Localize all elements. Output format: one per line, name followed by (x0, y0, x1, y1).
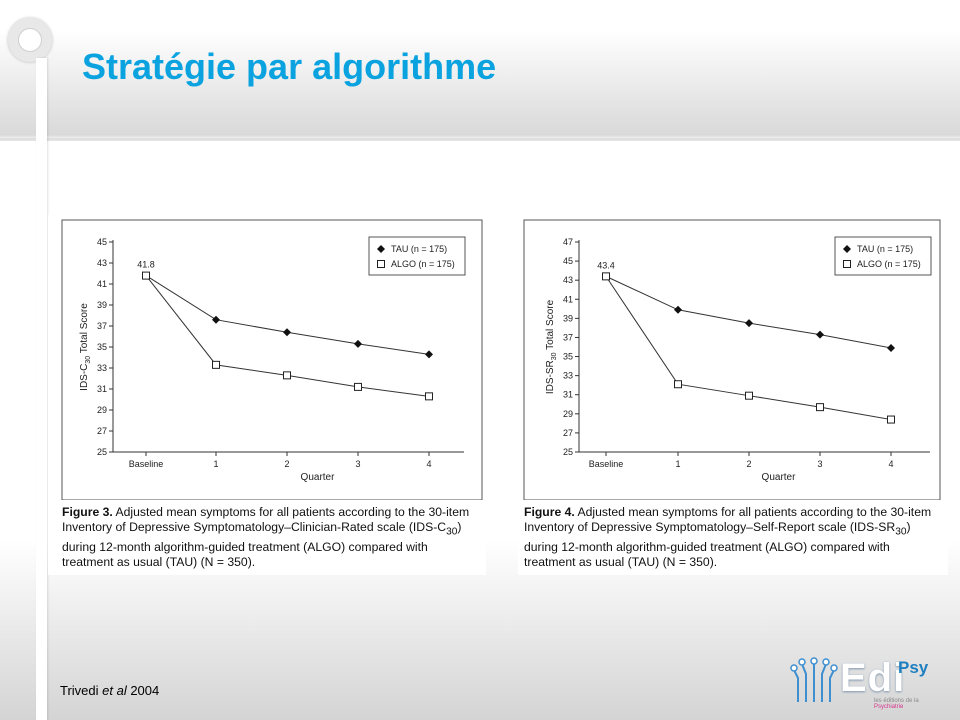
figure-4-algo-point (603, 273, 610, 280)
circuit-logo-icon (790, 654, 838, 710)
figure-4-y-tick-label: 39 (562, 313, 573, 324)
figure-3-y-tick-label: 37 (96, 321, 107, 331)
figure-3-y-tick-label: 41 (96, 279, 107, 289)
figure-4-y-tick-label: 25 (562, 447, 573, 457)
logo-text-main: Edi (840, 656, 906, 700)
figure-4-y-axis-label-rest: Total Score (545, 299, 556, 353)
header-band-shadow (0, 138, 960, 141)
decorative-vertical-bar (36, 58, 47, 720)
figure-4-legend-algo-marker (844, 261, 851, 268)
slide-title: Stratégie par algorithme (82, 46, 497, 87)
figure-4-x-axis-label: Quarter (761, 472, 796, 483)
figure-4-panel (518, 215, 948, 575)
figure-3-panel (48, 215, 486, 575)
figure-3-x-axis-label: Quarter (300, 472, 335, 483)
figure-4-y-tick-label: 35 (562, 351, 573, 362)
figure-4-legend-box (835, 237, 931, 275)
figure-3-y-tick-label: 35 (96, 342, 107, 352)
figure-3-algo-point (284, 372, 291, 379)
figure-4-y-tick-label: 29 (562, 408, 573, 419)
figure-4-legend-label-algo: ALGO (n = 175) (857, 259, 921, 269)
figure-4-caption-sub: 30 (895, 526, 907, 538)
figure-3-y-axis-label-rest: Total Score (79, 303, 90, 356)
figure-4-y-axis-label-sub: 30 (551, 352, 558, 361)
figure-3-algo-point (213, 361, 220, 368)
figure-3-y-axis-label-main: IDS-C (79, 363, 90, 391)
figure-4-x-tick-label: 2 (746, 459, 752, 469)
figure-4-algo-point (746, 392, 753, 399)
figure-3-legend-label-tau: TAU (n = 175) (391, 244, 448, 254)
figure-4-caption-label: Figure 4. (524, 505, 575, 519)
citation-year: 2004 (126, 683, 160, 698)
figure-4-algo-point (817, 404, 824, 411)
figure-4-x-tick-label: 1 (675, 459, 681, 469)
citation-authors: Trivedi (60, 683, 103, 698)
figure-3-x-tick-label: Baseline (128, 459, 164, 469)
figure-4-x-tick-label: 3 (817, 459, 823, 469)
figure-3-y-axis-label-sub: 30 (85, 355, 92, 364)
figure-4-x-tick-label: Baseline (588, 459, 624, 469)
figure-4-y-tick-label: 45 (562, 256, 573, 267)
figure-3-chart (48, 215, 486, 500)
figure-3-y-tick-label: 27 (96, 426, 107, 436)
figure-3-algo-point (355, 383, 362, 390)
figure-4-algo-point (675, 381, 682, 388)
figure-4-x-tick-label: 4 (888, 459, 894, 469)
figure-4-y-tick-label: 33 (562, 370, 573, 381)
figure-3-legend-algo-marker (378, 261, 385, 268)
citation (60, 683, 159, 698)
figure-3-baseline-data-label: 41.8 (137, 259, 155, 270)
figure-4-caption-tail: ) during 12-month algorithm-guided treatment (ALGO) compared with treatment as usual (TAU) (N = 350). (524, 519, 911, 569)
figure-4-y-tick-label: 31 (562, 389, 573, 400)
figure-3-y-tick-label: 33 (96, 363, 107, 373)
decorative-ring-icon (8, 18, 52, 62)
figure-4-y-axis-label-main: IDS-SR (545, 360, 556, 395)
figure-3-algo-point (426, 393, 433, 400)
figure-3-x-tick-label: 2 (284, 459, 290, 469)
figure-3-caption-label: Figure 3. (62, 505, 113, 519)
figure-3-legend-box (369, 237, 465, 275)
logo-tagline-pre: les éditions de la (874, 698, 919, 704)
figure-3-x-tick-label: 1 (213, 459, 219, 469)
figure-4-baseline-data-label: 43.4 (597, 260, 615, 271)
figure-3-x-tick-label: 3 (355, 459, 361, 469)
figure-3-caption-sub: 30 (446, 526, 458, 538)
logo-tagline (874, 698, 940, 710)
figure-3-y-tick-label: 25 (96, 447, 107, 457)
figure-4-caption-text: Adjusted mean symptoms for all patients according to the 30-item Inventory of Depressive Symptomatology–Self-Report scale (IDS-SR (524, 505, 932, 534)
citation-etal: et al (102, 683, 127, 698)
figure-4-y-tick-label: 37 (562, 332, 573, 343)
figure-3-x-tick-label: 4 (426, 459, 432, 469)
figure-3-y-tick-label: 43 (96, 258, 107, 268)
figure-3-legend-label-algo: ALGO (n = 175) (391, 259, 455, 269)
figure-4-chart (518, 215, 948, 500)
figure-3-y-tick-label: 29 (96, 405, 107, 415)
figure-4-caption (524, 505, 944, 570)
figure-3-caption-text: Adjusted mean symptoms for all patients according to the 30-item Inventory of Depressive Symptomatology–Clinician-Rated scale (IDS-C (62, 505, 470, 534)
figure-4-y-tick-label: 43 (562, 275, 573, 286)
figure-3-y-tick-label: 45 (96, 237, 107, 247)
figure-4-y-tick-label: 47 (562, 237, 573, 247)
figure-3-y-tick-label: 39 (96, 300, 107, 310)
logo-tagline-accent: Psychiatrie (874, 704, 904, 710)
figure-3-caption-tail: ) during 12-month algorithm-guided treatment (ALGO) compared with treatment as usual (TAU) (N = 350). (62, 519, 462, 569)
figure-4-y-tick-label: 41 (562, 294, 573, 305)
figure-3-caption (62, 505, 482, 570)
figure-3-algo-point (143, 272, 150, 279)
figure-4-legend-label-tau: TAU (n = 175) (857, 244, 914, 254)
edipsy-logo (790, 654, 940, 710)
logo-text-sub: Psy (898, 658, 929, 677)
figure-3-y-tick-label: 31 (96, 384, 107, 394)
figure-4-y-tick-label: 27 (562, 427, 573, 438)
figure-4-algo-point (888, 416, 895, 423)
